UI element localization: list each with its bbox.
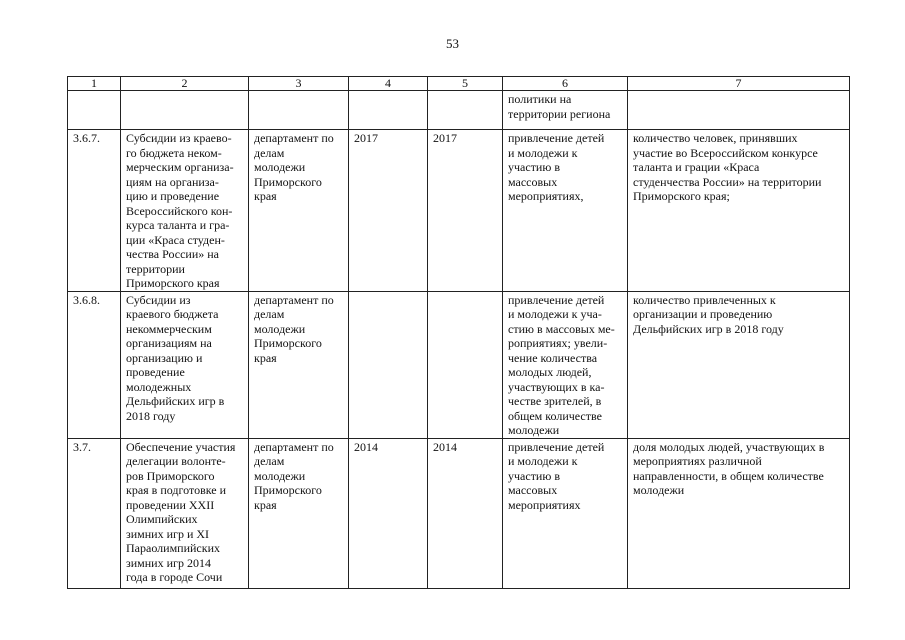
column-header: 2	[121, 77, 249, 91]
column-header: 5	[428, 77, 503, 91]
page-number: 53	[446, 36, 459, 51]
executor-cell: департамент по делам молодежи Приморского края	[249, 291, 349, 438]
indicator-cell: количество человек, принявших участие во Всероссийском конкурсе таланта и грации «Краса студенчества России» на территории Приморского края;	[628, 130, 850, 292]
end-year-cell	[428, 291, 503, 438]
column-number-row	[68, 77, 850, 91]
start-year-cell	[349, 91, 428, 130]
indicator-cell: доля молодых людей, участвующих в мероприятиях различной направленности, в общем количестве молодежи	[628, 438, 850, 588]
column-header: 7	[628, 77, 850, 91]
end-year-cell: 2017	[428, 130, 503, 292]
item-name-cell	[121, 91, 249, 130]
expected-result-cell: привлечение детей и молодежи к участию в массовых мероприятиях	[503, 438, 628, 588]
column-header: 6	[503, 77, 628, 91]
expected-result-cell: привлечение детей и молодежи к участию в массовых мероприятиях,	[503, 130, 628, 292]
end-year-cell	[428, 91, 503, 130]
item-number-cell	[68, 91, 121, 130]
item-name-cell: Субсидии из краевого бюджета некоммерческим организациям на организацию и проведение молодежных Дельфийских игр в 2018 году	[121, 291, 249, 438]
table-row	[68, 130, 850, 292]
expected-result-cell: привлечение детей и молодежи к уча- стию в массовых ме- роприятиях; увели- чение количества молодых людей, участвующих в ка- честве зрителей, в общем количестве молодежи	[503, 291, 628, 438]
column-header: 4	[349, 77, 428, 91]
item-name-cell: Субсидии из краево- го бюджета неком- мерческим организа- циям на организа- цию и проведение Всероссийского кон- курса таланта и гра- ции «Краса студен- чества России» на территории Приморского края	[121, 130, 249, 292]
item-number-cell: 3.7.	[68, 438, 121, 588]
indicator-cell	[628, 91, 850, 130]
executor-cell: департамент по делам молодежи Приморского края	[249, 130, 349, 292]
end-year-cell: 2014	[428, 438, 503, 588]
item-name-cell: Обеспечение участия делегации волонте- ров Приморского края в подготовке и проведении XXII Олимпийских зимних игр и XI Параолимпийских зимних игр 2014 года в городе Сочи	[121, 438, 249, 588]
column-header: 3	[249, 77, 349, 91]
indicator-cell: количество привлеченных к организации и проведению Дельфийских игр в 2018 году	[628, 291, 850, 438]
table-row	[68, 438, 850, 588]
item-number-cell: 3.6.7.	[68, 130, 121, 292]
start-year-cell: 2017	[349, 130, 428, 292]
item-number-cell: 3.6.8.	[68, 291, 121, 438]
table-row	[68, 91, 850, 130]
table-row	[68, 291, 850, 438]
expected-result-cell: политики на территории региона	[503, 91, 628, 130]
executor-cell: департамент по делам молодежи Приморского края	[249, 438, 349, 588]
executor-cell	[249, 91, 349, 130]
start-year-cell: 2014	[349, 438, 428, 588]
column-header: 1	[68, 77, 121, 91]
activities-table	[67, 76, 850, 589]
start-year-cell	[349, 291, 428, 438]
